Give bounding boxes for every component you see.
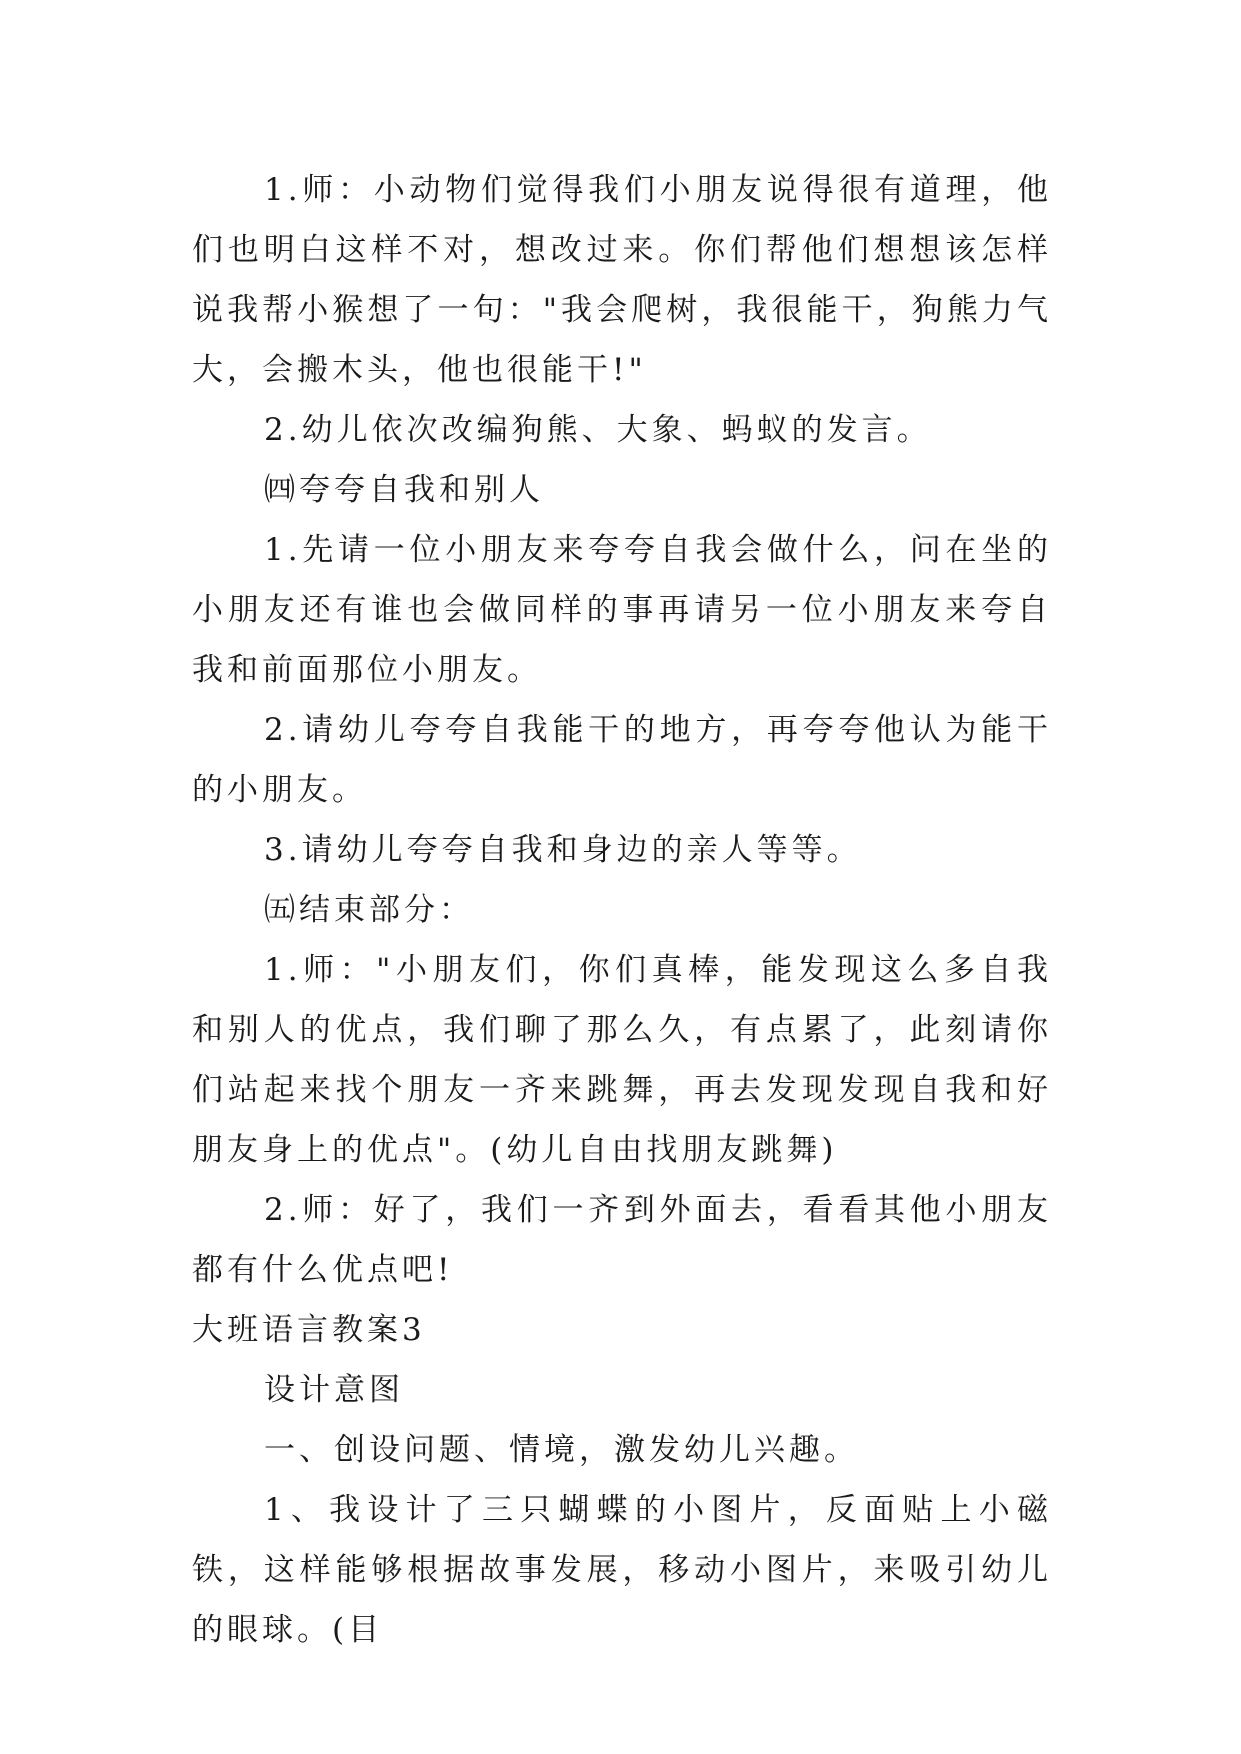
section-heading-ending: ㈤结束部分：	[264, 892, 474, 928]
paragraph-praise-step-2: 2.请幼儿夸夸自我能干的地方，再夸夸他认为能干的小朋友。	[192, 712, 1052, 808]
paragraph-teacher-animals: 1.师：小动物们觉得我们小朋友说得很有道理，他们也明白这样不对，想改过来。你们帮他们想想该怎样说我帮小猴想了一句："我会爬树，我很能干，狗熊力气大，会搬木头，他也很能干!"	[192, 172, 1052, 388]
paragraph-intent-point-1: 一、创设问题、情境，激发幼儿兴趣。	[264, 1432, 859, 1468]
paragraph-intent-detail-1: 1、我设计了三只蝴蝶的小图片，反面贴上小磁铁，这样能够根据故事发展，移动小图片，来吸引幼儿的眼球。(目	[192, 1492, 1052, 1648]
lesson-plan-title: 大班语言教案3	[192, 1312, 426, 1348]
document-body	[192, 160, 1052, 1660]
paragraph-children-rewrite: 2.幼儿依次改编狗熊、大象、蚂蚁的发言。	[264, 412, 932, 448]
paragraph-ending-step-1: 1.师："小朋友们，你们真棒，能发现这么多自我和别人的优点，我们聊了那么久，有点累了，此刻请你们站起来找个朋友一齐来跳舞，再去发现发现自我和好朋友身上的优点"。(幼儿自由找朋友跳舞)	[192, 952, 1052, 1168]
section-heading-design-intent: 设计意图	[264, 1372, 404, 1408]
section-heading-praise: ㈣夸夸自我和别人	[264, 472, 544, 508]
paragraph-praise-step-3: 3.请幼儿夸夸自我和身边的亲人等等。	[264, 832, 862, 868]
paragraph-ending-step-2: 2.师：好了，我们一齐到外面去，看看其他小朋友都有什么优点吧!	[192, 1192, 1052, 1288]
paragraph-praise-step-1: 1.先请一位小朋友来夸夸自我会做什么，问在坐的小朋友还有谁也会做同样的事再请另一位小朋友来夸自我和前面那位小朋友。	[192, 532, 1052, 688]
